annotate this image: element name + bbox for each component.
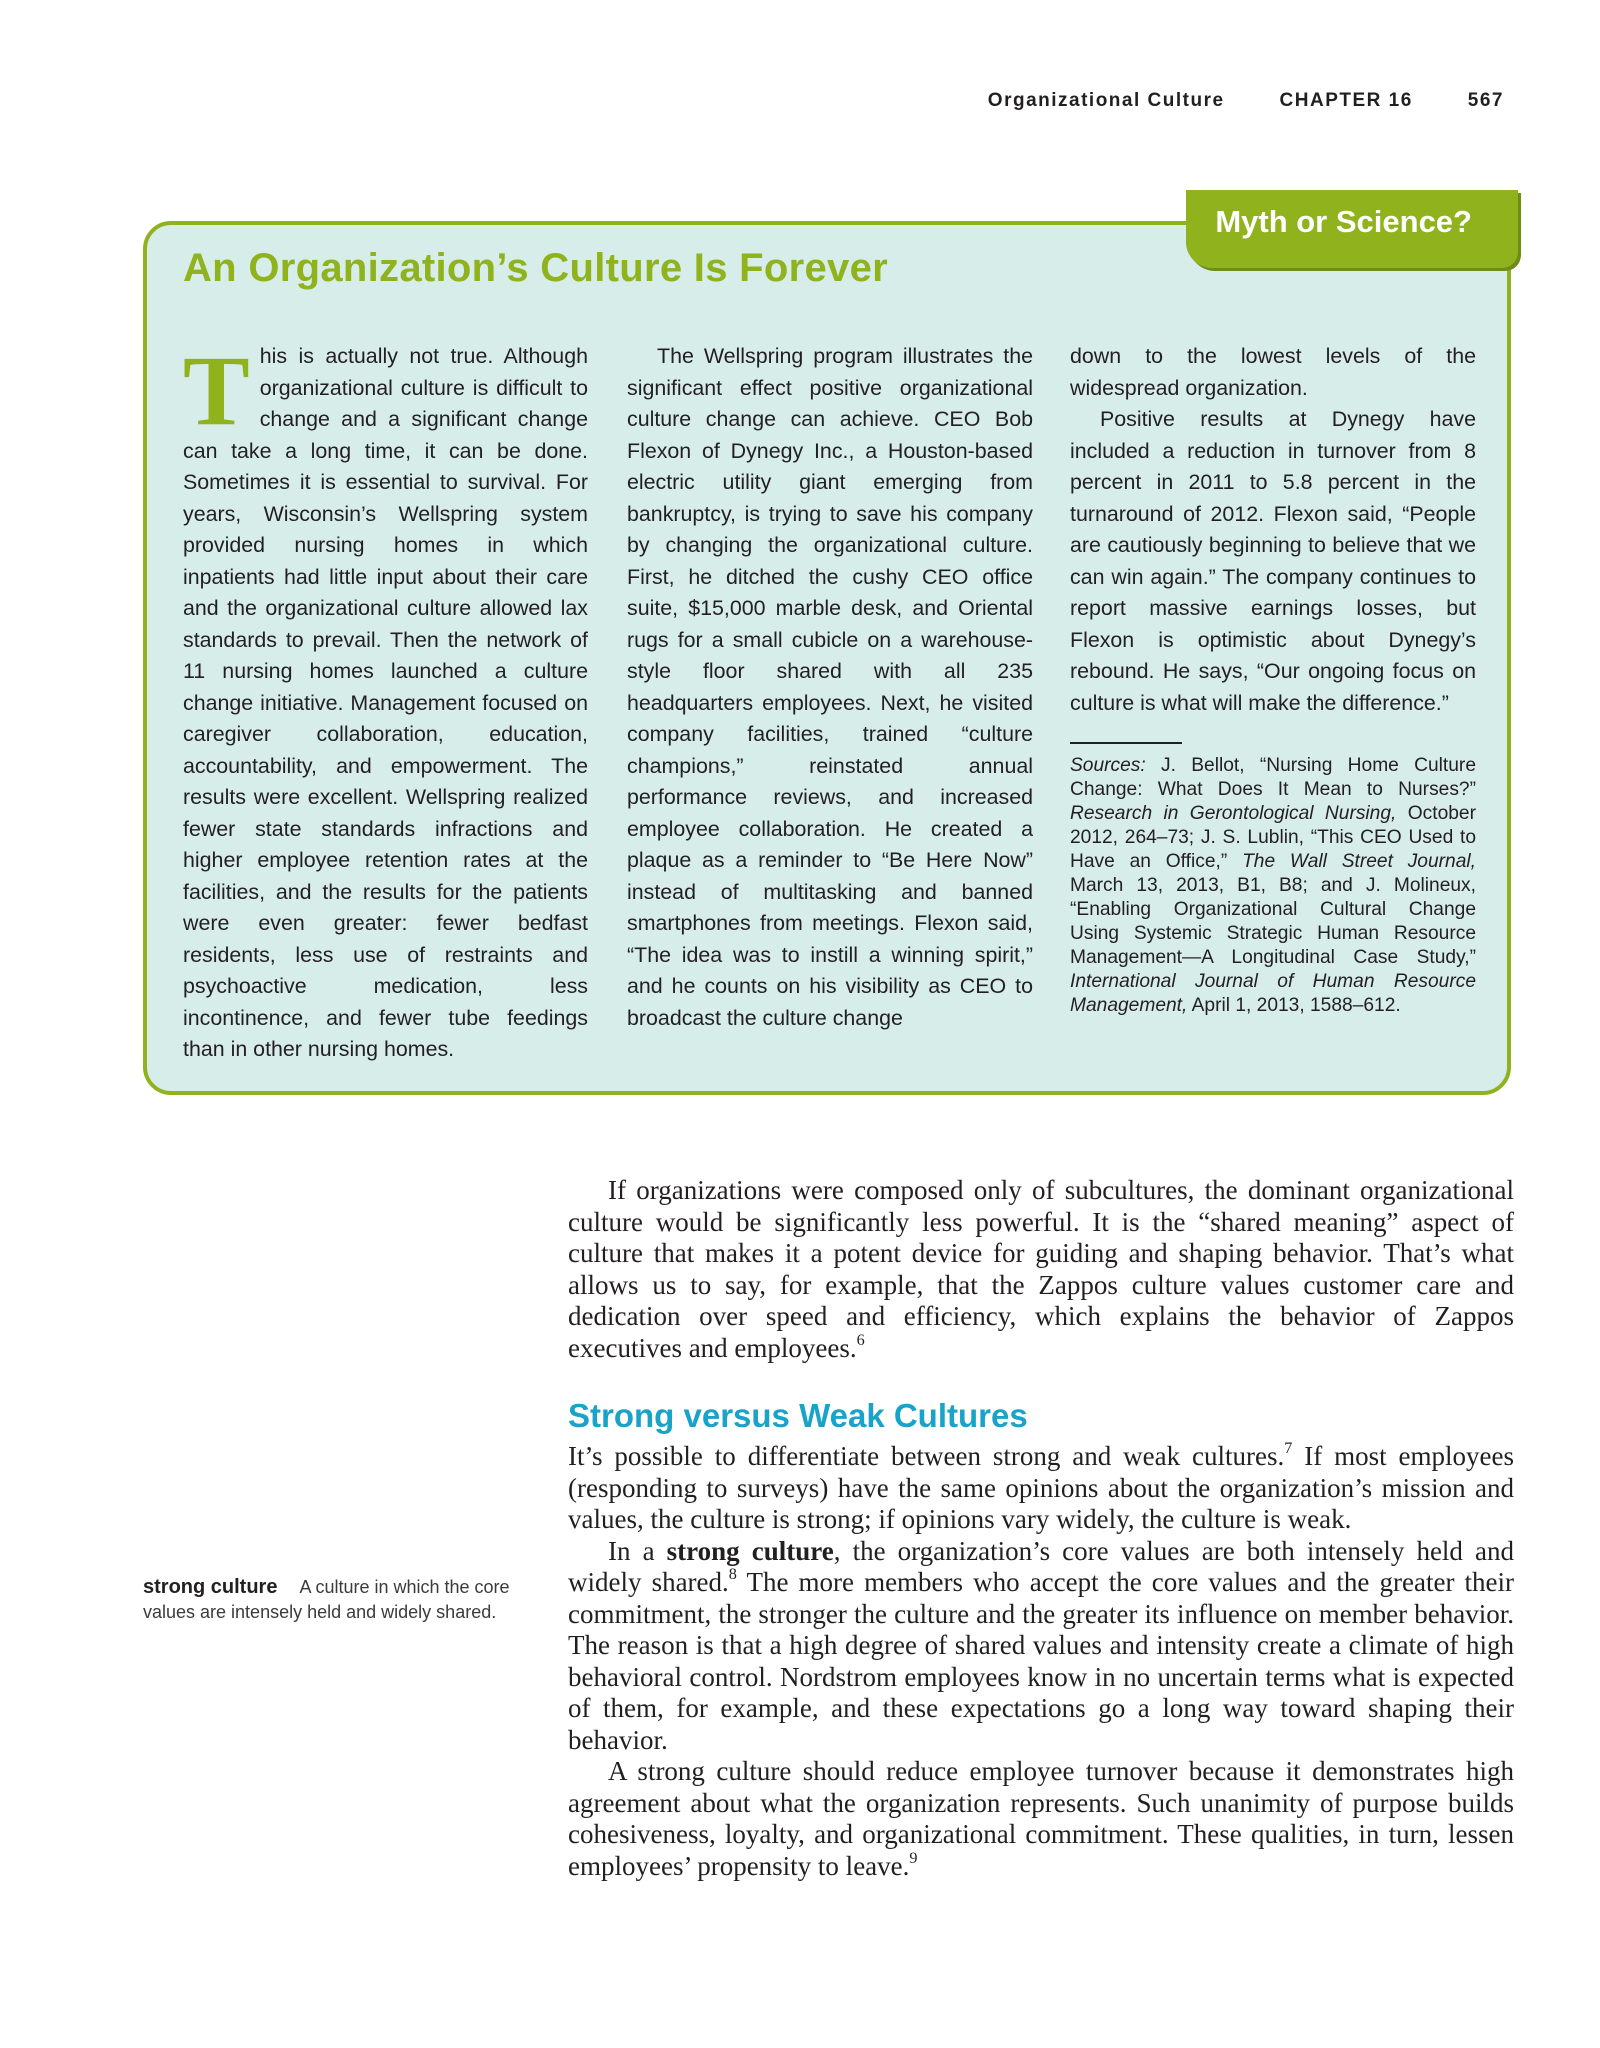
body-paragraph-4 — [568, 1756, 1514, 1882]
glossary-term: strong culture — [143, 1576, 278, 1598]
body-paragraph-1-text: If organizations were composed only of subcultures, the dominant organizational culture would be significantly less powerful. It is the “shared meaning” aspect of culture that makes it a potent device for guiding and shaping behavior. That’s what allows us to say, for example, that the Zappos culture values customer care and dedication over speed and efficiency, which explains the behavior of Zappos executives and employees. — [568, 1175, 1514, 1363]
feature-title: An Organization’s Culture Is Forever — [183, 246, 888, 290]
body-paragraph-3-lead: In a — [608, 1535, 667, 1566]
feature-tab — [1186, 190, 1518, 268]
footnote-ref-8: 8 — [728, 1564, 737, 1583]
running-head-chapter: CHAPTER 16 — [1279, 90, 1413, 111]
key-term-strong-culture: strong culture — [666, 1535, 834, 1566]
source-3: March 13, 2013, B1, B8; and J. Molineux, “Enabling Organizational Cultural Change Using Systemic Strategic Human Resource Management—A Longitudinal Case Study,” — [1070, 875, 1476, 968]
glossary-definition: A culture in which the core values are intensely held and widely shared. — [143, 1577, 510, 1622]
body-paragraph-2 — [568, 1438, 1514, 1536]
source-1: J. Bellot, “Nursing Home Culture Change: What Does It Mean to Nurses?” — [1070, 755, 1476, 800]
body-paragraph-4-text: A strong culture should reduce employee turnover because it demonstrates high agreement about what the organization represents. Such unanimity of purpose builds cohesiveness, loyalty, and organizational commitment. These qualities, in turn, lessen employees’ propensity to leave. — [568, 1756, 1514, 1881]
feature-column-2 — [627, 341, 1033, 1034]
body-paragraph-3-text-b: The more members who accept the core values and the greater their commitment, the stronger the culture and the greater its influence on member behavior. The reason is that a high degree of shared values and intensity create a climate of high behavioral control. Nordstrom employees know in no uncertain terms what is expected of them, for example, and these expectations go a long way toward shaping their behavior. — [568, 1567, 1514, 1755]
feature-column-3 — [1070, 341, 1476, 1018]
drop-cap: T — [183, 335, 250, 446]
body-paragraph-3 — [568, 1536, 1514, 1757]
running-head-section: Organizational Culture — [987, 90, 1225, 111]
body-paragraph-1-block — [568, 1175, 1514, 1364]
footnote-ref-6: 6 — [856, 1330, 865, 1349]
source-2: October 2012, 264–73; J. S. Lublin, “This CEO Used to Have an Office,” — [1070, 803, 1476, 872]
running-head — [988, 90, 1504, 112]
feature-col2-text: The Wellspring program illustrates the significant effect positive organizational culture change can achieve. CEO Bob Flexon of Dynegy Inc., a Houston-based electric utility giant emerging from bankruptcy, is trying to save his company by changing the organizational culture. First, he ditched the cushy CEO office suite, $15,000 marble desk, and Oriental rugs for a small cubicle on a warehouse-style floor shared with all 235 headquarters employees. Next, he visited company facilities, trained “culture champions,” reinstated annual performance reviews, and increased employee collaboration. He created a plaque as a reminder to “Be Here Now” instead of multitasking and banned smartphones from meetings. Flexon said, “The idea was to instill a winning spirit,” and he counts on his visibility as CEO to broadcast the culture change — [627, 344, 1033, 1030]
source-4: April 1, 2013, 1588–612. — [1187, 995, 1401, 1016]
body-paragraph-2-text-a: It’s possible to differentiate between strong and weak cultures. — [568, 1441, 1285, 1471]
feature-col1-text: his is actually not true. Although organizational culture is difficult to change and a significant change can take a long time, it can be done. Sometimes it is essential to survival. For years, Wisconsin’s Wellspring system provided nursing homes in which inpatients had little input about their care and the organizational culture allowed lax standards to prevail. Then the network of 11 nursing homes launched a culture change initiative. Management focused on caregiver collaboration, education, accountability, and empowerment. The results were excellent. Wellspring realized fewer state standards infractions and higher employee retention rates at the facilities, and the results for the patients were even greater: fewer bedfast residents, less use of restraints and psychoactive medication, less incontinence, and fewer tube feedings than in other nursing homes. — [183, 344, 588, 1061]
footnote-ref-9: 9 — [909, 1848, 918, 1867]
footnote-ref-7: 7 — [1284, 1438, 1293, 1457]
sources-rule — [1070, 742, 1182, 744]
feature-column-1 — [183, 335, 588, 1066]
body-paragraph-2-text-b: If most employees (responding to surveys) have the same opinions about the organization’s mission and values, the culture is strong; if opinions vary widely, the culture is weak. — [568, 1441, 1514, 1534]
feature-col3-text-2: Positive results at Dynegy have included a reduction in turnover from 8 percent in 2011 to 5.8 percent in the turnaround of 2012. Flexon said, “People are cautiously beginning to believe that we can win again.” The company continues to report massive earnings losses, but Flexon is optimistic about Dynegy’s rebound. He says, “Our ongoing focus on culture is what will make the difference.” — [1070, 407, 1476, 715]
sources-label: Sources: — [1070, 755, 1146, 776]
margin-glossary — [143, 1575, 538, 1625]
source-2-journal: The Wall Street Journal, — [1242, 851, 1476, 872]
page-number: 567 — [1467, 90, 1504, 111]
section-heading: Strong versus Weak Cultures — [568, 1397, 1028, 1434]
sources-note — [1070, 754, 1476, 1018]
section-body — [568, 1438, 1514, 1882]
body-paragraph-3-text-a: , the organization’s core values are both intensely held and widely shared. — [568, 1535, 1514, 1597]
source-3-journal: International Journal of Human Resource Management, — [1070, 971, 1476, 1016]
source-1-journal: Research in Gerontological Nursing, — [1070, 803, 1397, 824]
feature-tab-label: Myth or Science? — [1215, 204, 1472, 239]
body-paragraph-1 — [568, 1175, 1514, 1364]
feature-col3-text-1: down to the lowest levels of the widespread organization. — [1070, 344, 1476, 400]
